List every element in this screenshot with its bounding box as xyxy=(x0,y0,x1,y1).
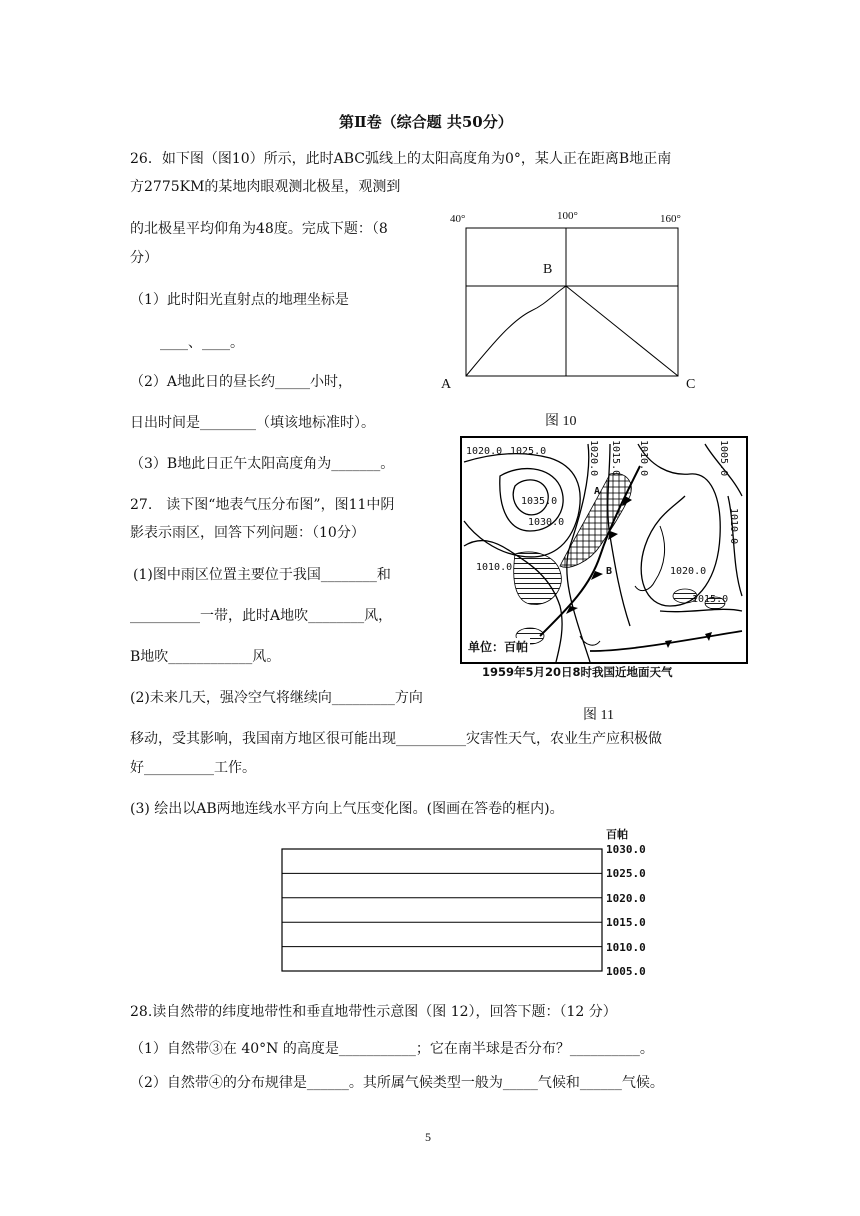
weather-map-frame xyxy=(461,437,747,663)
q28-text-line1: 28.读自然带的纬度地带性和垂直地带性示意图（图 12），回答下题：（12 分） xyxy=(130,1004,617,1020)
page-number: 5 xyxy=(425,1130,431,1144)
map-label-a: A xyxy=(594,486,601,497)
q27-part2-a: (2)未来几天，强冷空气将继续向_________方向 xyxy=(130,690,423,706)
isobar-label-1015-right: 1015.0 xyxy=(692,594,729,605)
fig10-label-c: C xyxy=(686,377,696,392)
map-label-b: B xyxy=(606,566,613,577)
fig10-caption: 图 10 xyxy=(545,414,577,429)
q27-part2-b: 移动，受其影响，我国南方地区很可能出现__________灾害性天气，农业生产应积极做 xyxy=(130,731,662,747)
q26-text-line2: 方2775KM的某地肉眼观测北极星，观测到 xyxy=(130,179,401,195)
fig10-lon-mid: 100° xyxy=(557,210,578,222)
pressure-level-1020: 1020.0 xyxy=(606,892,646,905)
pressure-level-1010: 1010.0 xyxy=(606,941,646,954)
isobar-label-1005-vertical: 1005.0 xyxy=(718,440,729,477)
figure-10 xyxy=(436,206,706,406)
isobar-label-1020-tl: 1020.0 xyxy=(466,446,503,457)
isobar-label-1015-vertical: 1015.0 xyxy=(610,440,621,477)
pressure-grid-frame xyxy=(282,849,602,971)
q27-part1-a: (1)图中雨区位置主要位于我国________和 xyxy=(133,567,391,583)
q26-text-line1: 26．如下图（图10）所示，此时ABC弧线上的太阳高度角为0°，某人正在距离B地正南 xyxy=(130,151,672,167)
pressure-level-1030: 1030.0 xyxy=(606,843,646,856)
isobar-label-1035: 1035.0 xyxy=(521,496,558,507)
pressure-grid-unit: 百帕 xyxy=(606,828,628,841)
q26-part2-b: 日出时间是________（填该地标准时）。 xyxy=(130,415,375,431)
pressure-level-1015: 1015.0 xyxy=(606,916,646,929)
fig10-arc-left xyxy=(466,286,566,376)
isobar-label-1010-left: 1010.0 xyxy=(476,562,513,573)
pressure-level-1005: 1005.0 xyxy=(606,965,646,978)
q27-text-line2: 影表示雨区，回答下列问题：（10分） xyxy=(130,525,365,541)
q28-part1: （1）自然带③在 40°N 的高度是___________；它在南半球是否分布？__________。 xyxy=(130,1041,654,1057)
pressure-grid[interactable] xyxy=(281,845,603,975)
isobar-label-1025: 1025.0 xyxy=(510,446,547,457)
q27-part1-c: B地吹____________风。 xyxy=(130,649,281,665)
q27-part1-b: __________一带，此时A地吹________风， xyxy=(130,608,393,624)
isobar-label-1020-vertical: 1020.0 xyxy=(588,440,599,477)
isobar-label-1010-vertical: 1010.0 xyxy=(638,440,649,477)
q27-part3: (3) 绘出以AB两地连线水平方向上气压变化图。(图画在答卷的框内)。 xyxy=(130,801,564,817)
isobar-label-1030: 1030.0 xyxy=(528,517,565,528)
map-unit-label: 单位：百帕 xyxy=(468,640,529,654)
isobar-label-1020-right: 1020.0 xyxy=(670,566,707,577)
fig10-lon-left: 40° xyxy=(450,213,466,225)
q26-part3: （3）B地此日正午太阳高度角为_______。 xyxy=(130,456,395,472)
fig10-frame xyxy=(466,228,678,376)
fig10-lon-right: 160° xyxy=(660,213,681,225)
fig10-arc-right xyxy=(566,286,678,376)
fig11-caption: 图 11 xyxy=(583,708,614,723)
isobar-label-1010-right: 1010.0 xyxy=(728,508,739,545)
map-subtitle: 1959年5月20日8时我国近地面天气 xyxy=(482,665,673,679)
q26-part2-a: （2）A地此日的昼长约_____小时， xyxy=(130,374,353,390)
pressure-level-1025: 1025.0 xyxy=(606,867,646,880)
figure-11-weather-map xyxy=(460,436,748,680)
q27-part2-c: 好__________工作。 xyxy=(130,760,256,776)
fig10-label-a: A xyxy=(441,377,452,392)
section-title: 第Ⅱ卷（综合题 共50分） xyxy=(339,113,513,131)
q27-text-line1: 27. 读下图“地表气压分布图”，图11中阴 xyxy=(130,497,395,513)
q26-part1-blanks: ____、____。 xyxy=(160,335,244,351)
q26-text-line4: 分） xyxy=(130,250,158,266)
q28-part2: （2）自然带④的分布规律是______。其所属气候类型一般为_____气候和______气候。 xyxy=(130,1075,664,1091)
fig10-label-b: B xyxy=(543,262,553,277)
q26-text-line3: 的北极星平均仰角为48度。完成下题：（8 xyxy=(130,221,388,237)
q26-part1: （1）此时阳光直射点的地理坐标是 xyxy=(130,292,349,308)
